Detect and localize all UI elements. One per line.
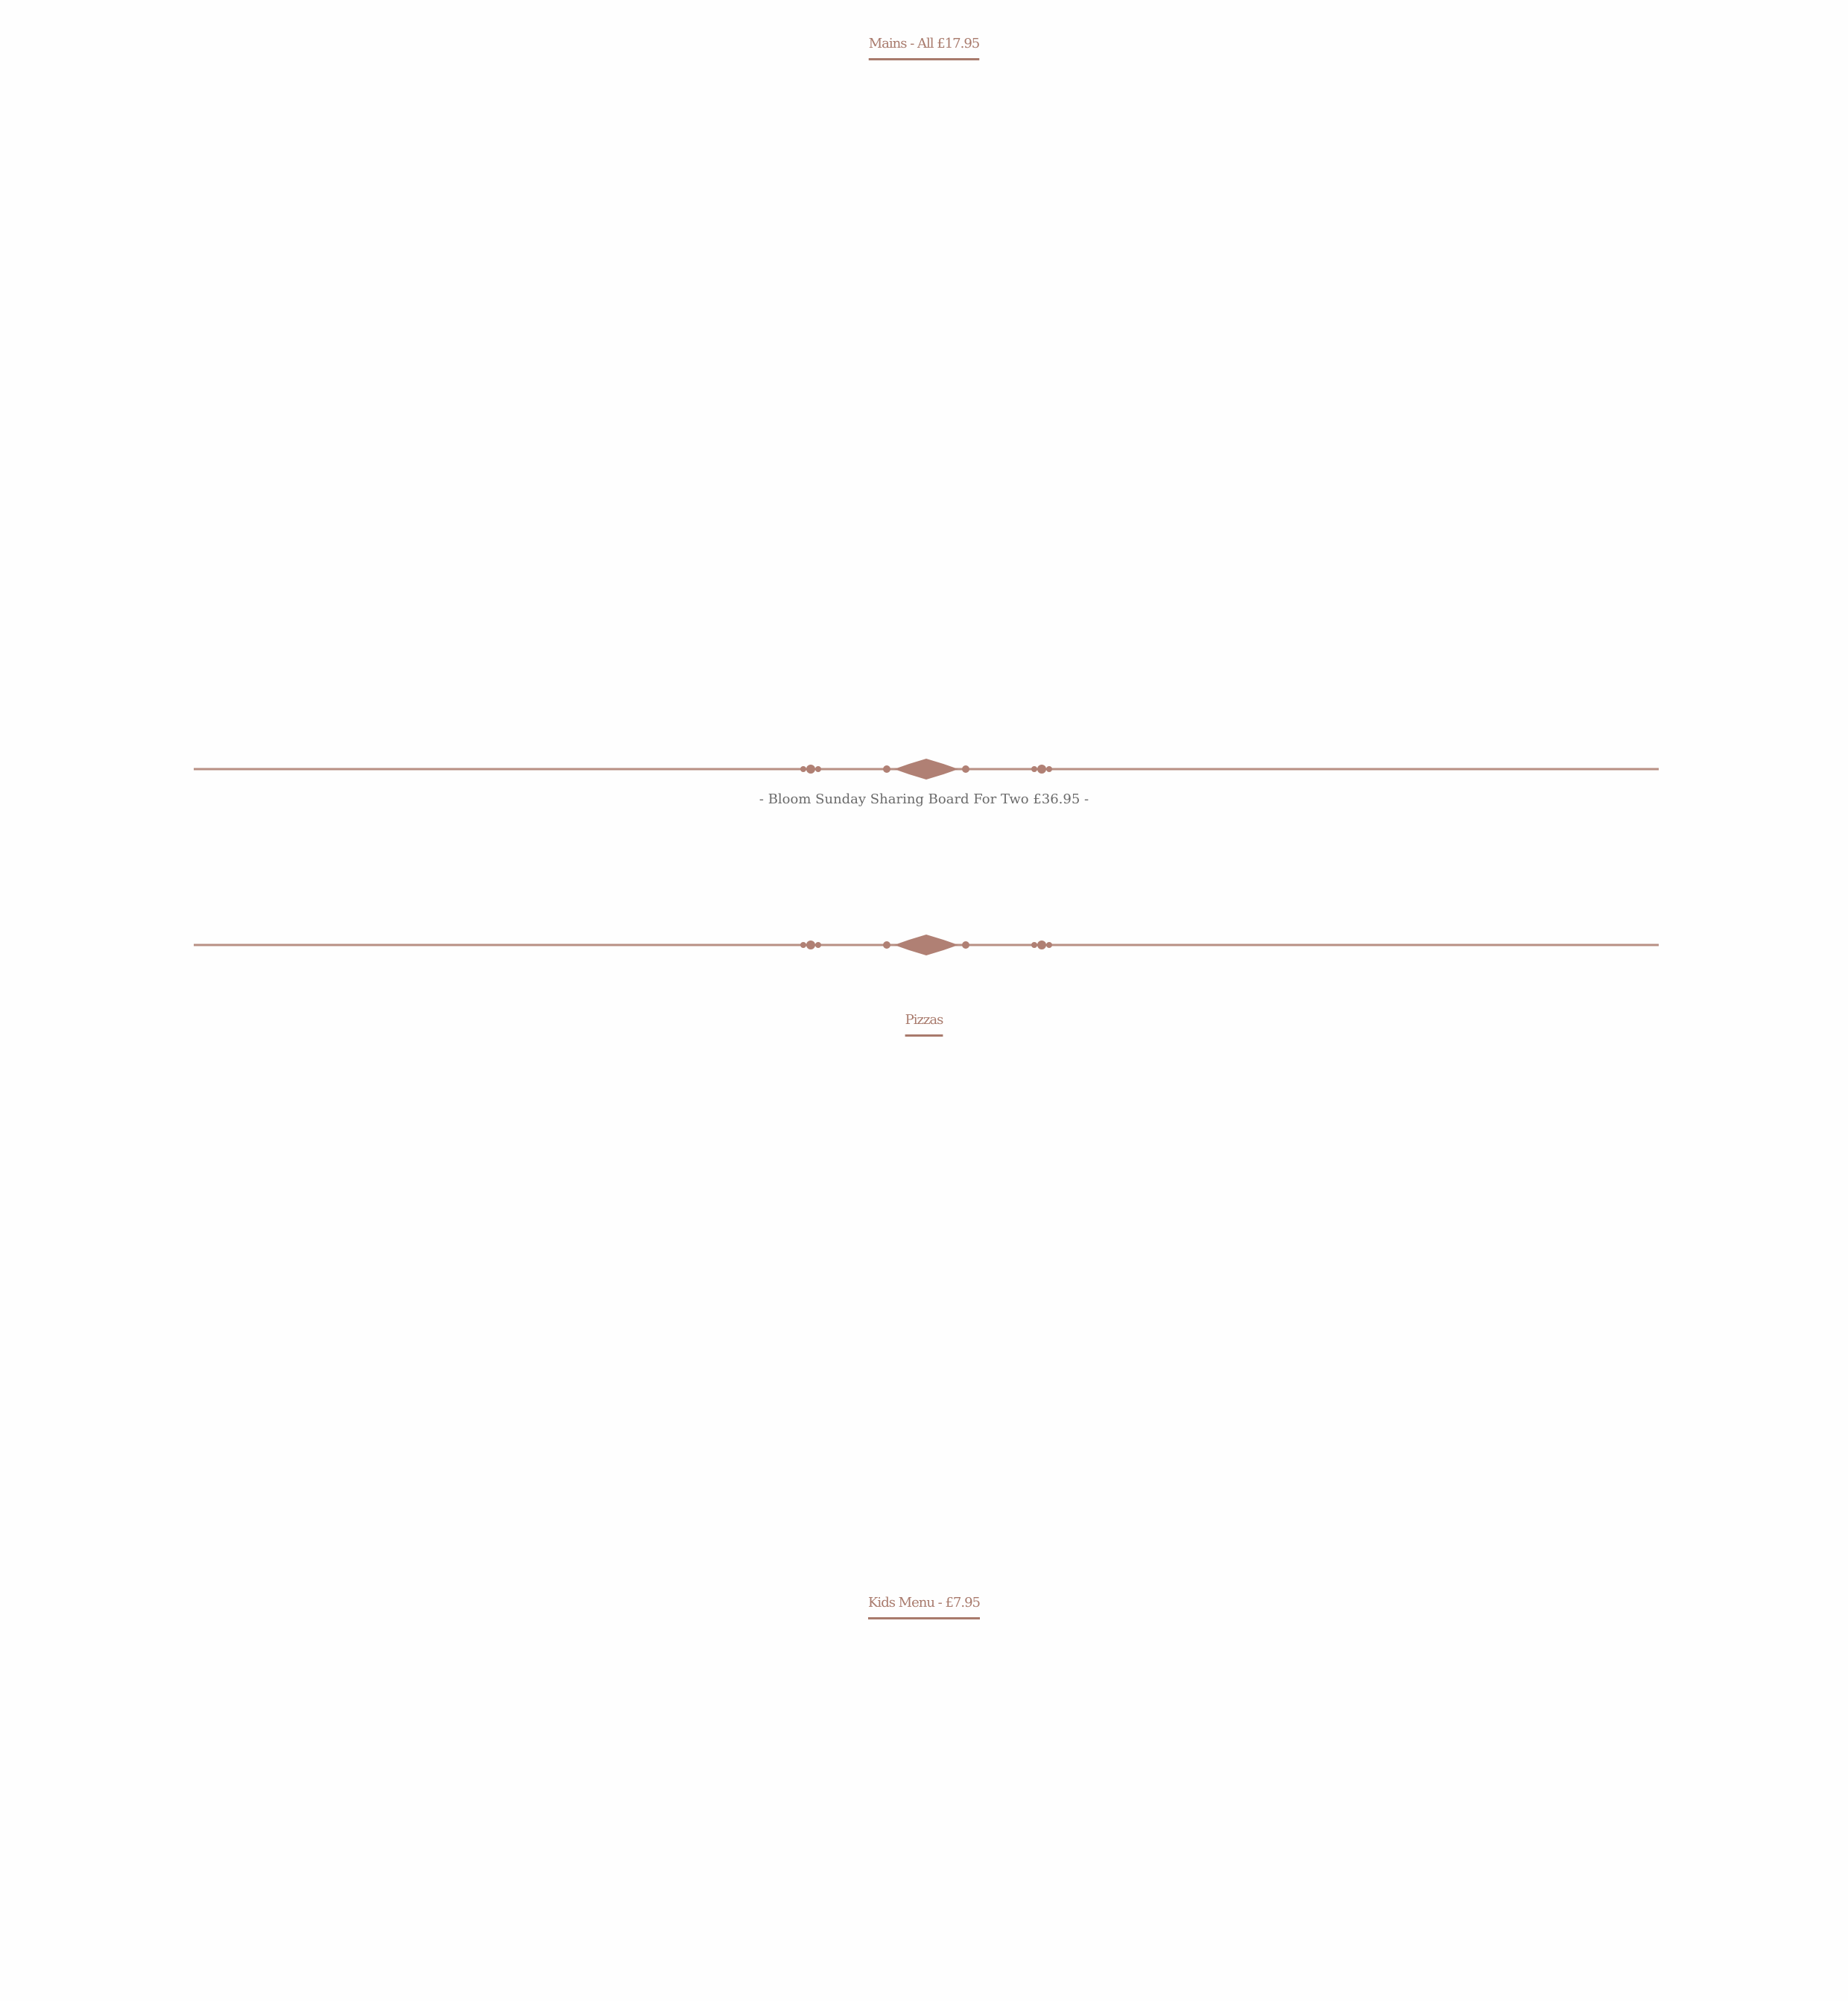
ornament-divider-top [194,754,1659,784]
kids-menu-heading: Kids Menu - £7.95 [867,1595,980,1610]
sharing-board-title: - Bloom Sunday Sharing Board For Two £36.95 - [759,791,1089,807]
ornament-divider-bottom [194,930,1659,960]
mains-heading: Mains - All £17.95 [868,36,980,51]
pizzas-heading: Pizzas [905,1012,943,1028]
